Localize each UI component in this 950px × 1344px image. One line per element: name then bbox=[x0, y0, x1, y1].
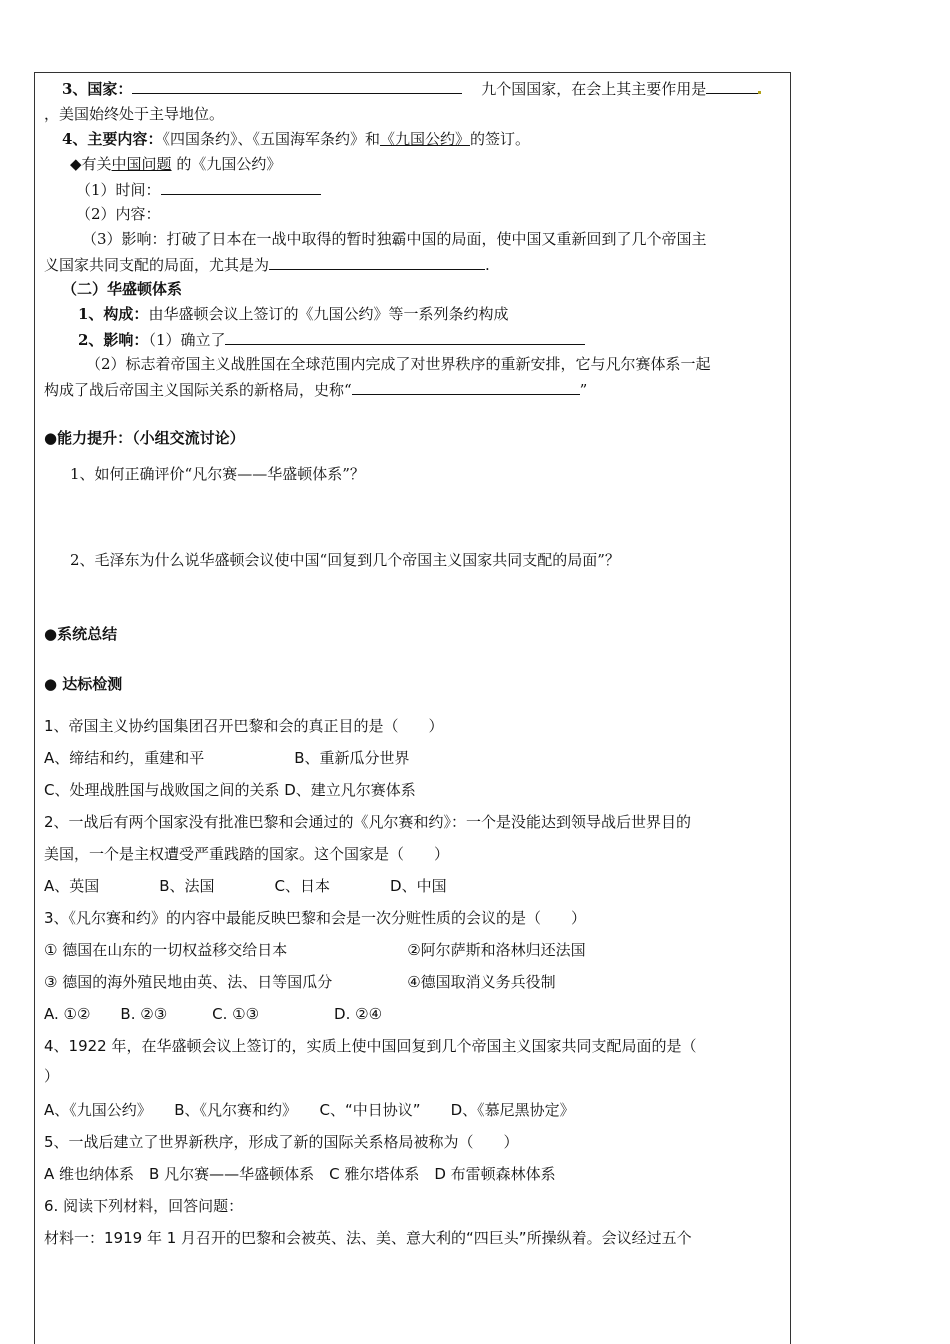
test-line: 3、《凡尔赛和约》的内容中最能反映巴黎和会是一次分赃性质的会议的是（ ） bbox=[44, 909, 587, 927]
countries-blank[interactable] bbox=[132, 78, 462, 94]
contents-line: （2）内容： bbox=[76, 205, 161, 223]
time-blank[interactable] bbox=[161, 179, 321, 195]
mark-line-1: （2）标志着帝国主义战胜国在全球范围内完成了对世界秩序的重新安排，它与凡尔赛体系一起 bbox=[86, 355, 711, 373]
test-line: A、英国 B、法国 C、日本 D、中国 bbox=[44, 877, 447, 895]
ability-question-1: 1、如何正确评价“凡尔赛——华盛顿体系”？ bbox=[70, 465, 365, 483]
impact-blank[interactable] bbox=[269, 254, 485, 270]
countries-line: 3、国家： 九个国国家，在会上其主要作用是 bbox=[62, 78, 761, 99]
establish-blank[interactable] bbox=[225, 329, 585, 345]
ability-heading: ●能力提升：（小组交流讨论） bbox=[44, 429, 245, 447]
test-line: A 维也纳体系 B 凡尔赛——华盛顿体系 C 雅尔塔体系 D 布雷顿森林体系 bbox=[44, 1165, 556, 1183]
test-line: A、缔结和约，重建和平 B、重新瓜分世界 bbox=[44, 749, 410, 767]
test-line: 美国，一个是主权遭受严重践踏的国家。这个国家是（ ） bbox=[44, 845, 450, 863]
test-line: 6. 阅读下列材料，回答问题： bbox=[44, 1197, 244, 1215]
ability-question-2: 2、毛泽东为什么说华盛顿会议使中国“回复到几个帝国主义国家共同支配的局面”？ bbox=[70, 551, 620, 569]
test-line: ） bbox=[44, 1067, 60, 1085]
system-name-blank[interactable] bbox=[352, 379, 580, 395]
impact-line-1: （3）影响：打破了日本在一战中取得的暂时独霸中国的局面，使中国又重新回到了几个帝国主 bbox=[82, 230, 707, 248]
impact-line-2: 义国家共同支配的局面，尤其是为 . bbox=[44, 256, 490, 274]
test-line: 2、一战后有两个国家没有批准巴黎和会通过的《凡尔赛和约》：一个是没能达到领导战后世界目的 bbox=[44, 813, 692, 831]
test-line: A、《九国公约》 B、《凡尔赛和约》 C、“中日协议” D、《慕尼黑协定》 bbox=[44, 1101, 575, 1119]
test-line: 4、1922 年，在华盛顿会议上签订的，实质上使中国回复到几个帝国主义国家共同支配局面的是（ bbox=[44, 1037, 697, 1055]
influence-line: 2、影响：（1）确立了 bbox=[78, 329, 585, 350]
test-line: 5、一战后建立了世界新秩序，形成了新的国际关系格局被称为（ ） bbox=[44, 1133, 519, 1151]
test-line: ③ 德国的海外殖民地由英、法、日等国瓜分 ④德国取消义务兵役制 bbox=[44, 973, 556, 991]
test-line: A. ①② B. ②③ C. ①③ D. ②④ bbox=[44, 1005, 383, 1023]
washington-heading: （二）华盛顿体系 bbox=[62, 280, 183, 298]
test-line: C、处理战胜国与战败国之间的关系 D、建立凡尔赛体系 bbox=[44, 781, 416, 799]
test-line: 1、帝国主义协约国集团召开巴黎和会的真正目的是（ ） bbox=[44, 717, 444, 735]
summary-heading: ●系统总结 bbox=[44, 625, 118, 643]
test-line: ① 德国在山东的一切权益移交给日本 ②阿尔萨斯和洛林归还法国 bbox=[44, 941, 586, 959]
role-blank[interactable] bbox=[706, 78, 758, 94]
mark-line-2: 构成了战后帝国主义国际关系的新格局，史称“ ” bbox=[44, 381, 588, 399]
test-heading: ● 达标检测 bbox=[44, 675, 123, 693]
china-line: ◆有关中国问题 的《九国公约》 bbox=[70, 155, 282, 173]
test-line: 材料一：1919 年 1 月召开的巴黎和会被英、法、美、意大利的“四巨头”所操纵着。会议经过五个 bbox=[44, 1229, 692, 1247]
countries-cont: ，美国始终处于主导地位。 bbox=[44, 105, 225, 123]
content-line: 4、主要内容：《四国条约》、《五国海军条约》和《九国公约》的签订。 bbox=[62, 130, 530, 148]
mark-dot bbox=[758, 91, 761, 94]
composition-line: 1、构成：由华盛顿会议上签订的《九国公约》等一系列条约构成 bbox=[78, 305, 509, 323]
time-line: （1）时间： bbox=[76, 179, 321, 200]
